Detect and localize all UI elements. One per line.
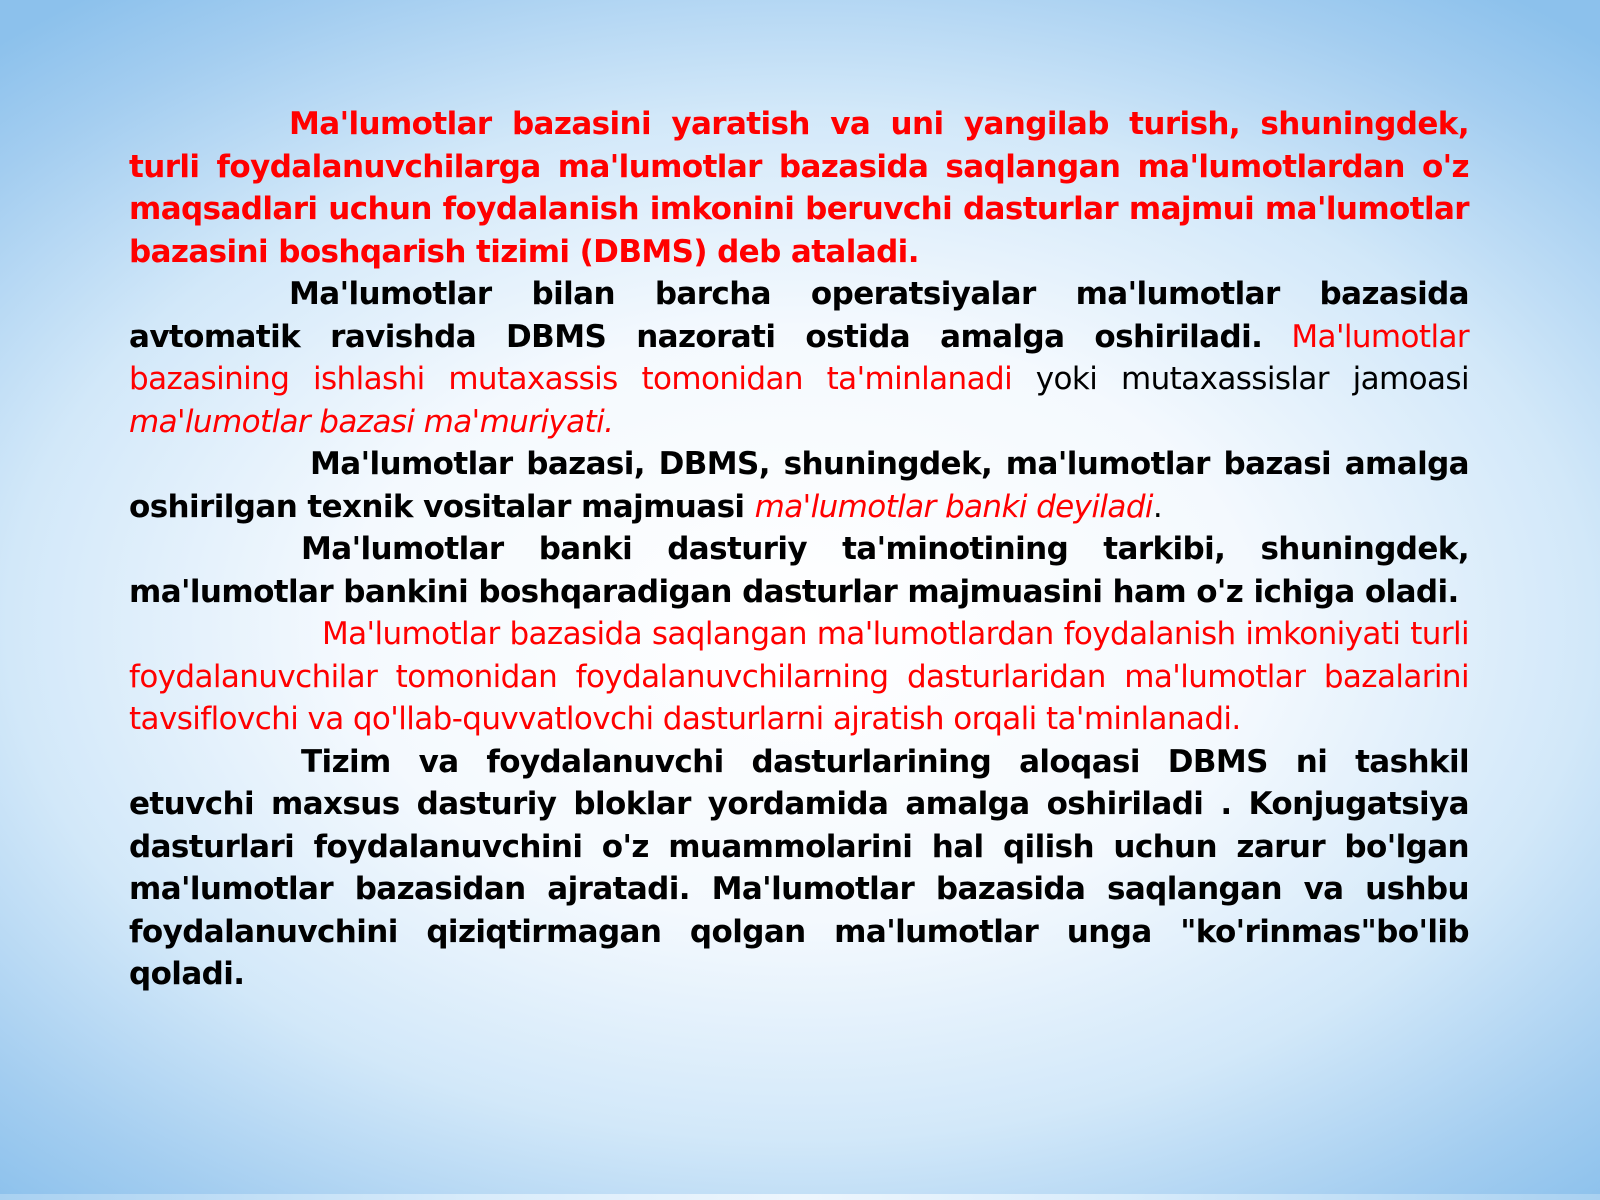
data-bank-trailing: .	[1152, 488, 1163, 525]
operations-plain-text: yoki mutaxassislar jamoasi	[1012, 361, 1469, 397]
paragraph-data-bank-software: Ma'lumotlar banki dasturiy ta'minotining tarkibi, shuningdek, ma'lumotlar bankini boshqaradigan dasturlar majmuasini ham o'z ichiga oladi.	[129, 531, 1469, 610]
operations-italic-term: ma'lumotlar bazasi ma'muriyati.	[129, 403, 614, 440]
paragraph-dbms-operations	[129, 273, 1469, 443]
paragraph-dbms-definition: Ma'lumotlar bazasini yaratish va uni yangilab turish, shuningdek, turli foydalanuvchilarga ma'lumotlar bazasida saqlangan ma'lumotlardan o'z maqsadlari uchun foydalanish imkonini beruvchi dasturlar majmui ma'lumotlar bazasini boshqarish tizimi (DBMS) deb ataladi.	[129, 106, 1469, 270]
paragraph-program-interaction: Tizim va foydalanuvchi dasturlarining aloqasi DBMS ni tashkil etuvchi maxsus dasturiy bloklar yordamida amalga oshiriladi . Konjugatsiya dasturlari foydalanuvchini o'z muammolarini hal qilish uchun zarur bo'lgan ma'lumotlar bazasidan ajratadi. Ma'lumotlar bazasida saqlangan va ushbu foydalanuvchini qiziqtirmagan qolgan ma'lumotlar unga "ko'rinmas"bo'lib qoladi.	[129, 743, 1469, 992]
paragraph-data-access: Ma'lumotlar bazasida saqlangan ma'lumotlardan foydalanish imkoniyati turli foydalanuvchilar tomonidan foydalanuvchilarning dasturlaridan ma'lumotlar bazalarini tavsiflovchi va qo'llab-quvvatlovchi dasturlarni ajratish orqali ta'minlanadi.	[129, 616, 1469, 737]
data-bank-italic-term: ma'lumotlar banki deyiladi	[754, 488, 1153, 525]
slide-text-body	[129, 103, 1469, 996]
paragraph-data-bank-definition	[129, 443, 1469, 528]
data-bank-bold-text: Ma'lumotlar bazasi, DBMS, shuningdek, ma'lumotlar bazasi amalga oshirilgan texnik vositalar majmuasi	[129, 446, 1469, 525]
operations-bold-text: Ma'lumotlar bilan barcha operatsiyalar ma'lumotlar bazasida avtomatik ravishda DBMS nazorati ostida amalga oshiriladi.	[129, 276, 1469, 355]
operations-red-text: Ma'lumotlar bazasining ishlashi mutaxassis tomonidan ta'minlanadi	[129, 318, 1469, 397]
bottom-decorative-strip	[0, 1194, 1600, 1200]
